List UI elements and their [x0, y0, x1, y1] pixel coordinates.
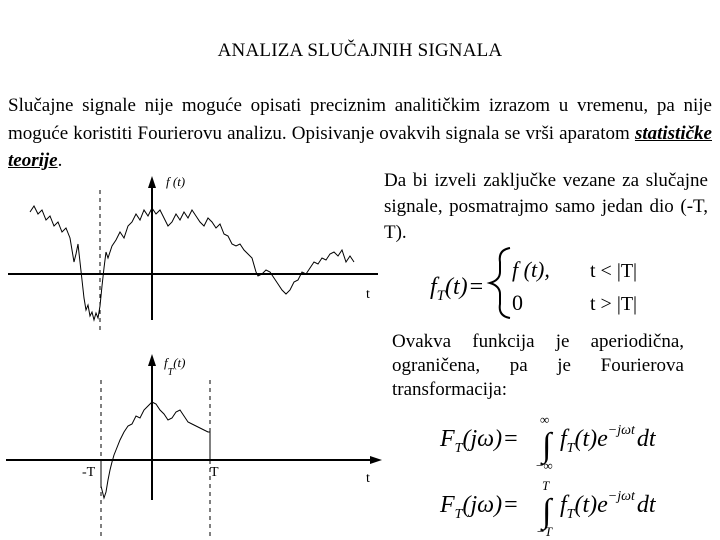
intro-text: Slučajne signale nije moguće opisati preciznim analitičkim izrazom u vremenu, pa nije moguće koristiti Fourierovu analizu. Opisivanje ovakvih signala se vrši aparatom — [8, 95, 712, 144]
bottom-signal-curve — [101, 402, 210, 498]
bottom-y-label: $f_T(t)$ — [164, 355, 186, 378]
fourier-equation-finite — [439, 478, 657, 539]
ft-T-integral-sign: ∫ — [542, 493, 552, 530]
ft-T-upper-limit: T — [542, 478, 550, 493]
top-y-label: f (t) — [166, 174, 186, 189]
bottom-x-arrow — [370, 456, 382, 464]
top-signal-curve — [30, 206, 354, 320]
ft-inf-integral-sign: ∫ — [542, 427, 552, 464]
intro-emphasis: statističke teorije — [8, 122, 712, 171]
piecewise-lhs: $f_T(t)=$ — [430, 274, 484, 304]
fourier-equation-infinite — [439, 412, 657, 473]
case2-value: 0 — [512, 290, 523, 315]
tick-label-minus-T: -T — [82, 465, 96, 480]
top-y-arrow — [148, 176, 156, 188]
bottom-y-arrow — [148, 354, 156, 366]
ft-inf-lhs: $F_T(j\omega)=$ — [440, 426, 518, 456]
ft-inf-integrand: $f_T(t)e^{-j\omega t}dt$ — [560, 423, 656, 456]
top-plot — [8, 174, 378, 330]
intro-end: . — [57, 150, 63, 171]
bottom-x-label: t — [366, 471, 370, 486]
case2-condition: t > |T| — [590, 293, 638, 315]
top-x-label: t — [366, 287, 370, 302]
paragraph-segment: Da bi izveli zaključke vezane za slučajne signale, posmatrajmo samo jedan dio (-T, T). — [384, 170, 708, 243]
ft-T-integrand: $f_T(t)e^{-j\omega t}dt$ — [560, 489, 656, 522]
case1-value: f (t), — [512, 257, 550, 282]
bottom-plot — [6, 354, 382, 540]
paragraph-fourier: Ovakva funkcija je aperiodična, ograničena, pa je Fourierova transformacija: — [392, 331, 684, 400]
ft-inf-upper-limit: ∞ — [540, 412, 550, 427]
page-title: ANALIZA SLUČAJNIH SIGNALA — [217, 40, 503, 61]
tick-label-T: T — [210, 465, 219, 480]
piecewise-brace — [490, 248, 510, 318]
ft-T-lhs: $F_T(j\omega)=$ — [440, 492, 518, 522]
piecewise-equation — [430, 248, 637, 318]
top-faint-watermark: · — [206, 220, 212, 222]
case1-condition: t < |T| — [590, 260, 638, 282]
ft-T-lower-limit: −T — [536, 524, 553, 539]
ft-inf-lower-limit: −∞ — [536, 458, 553, 473]
